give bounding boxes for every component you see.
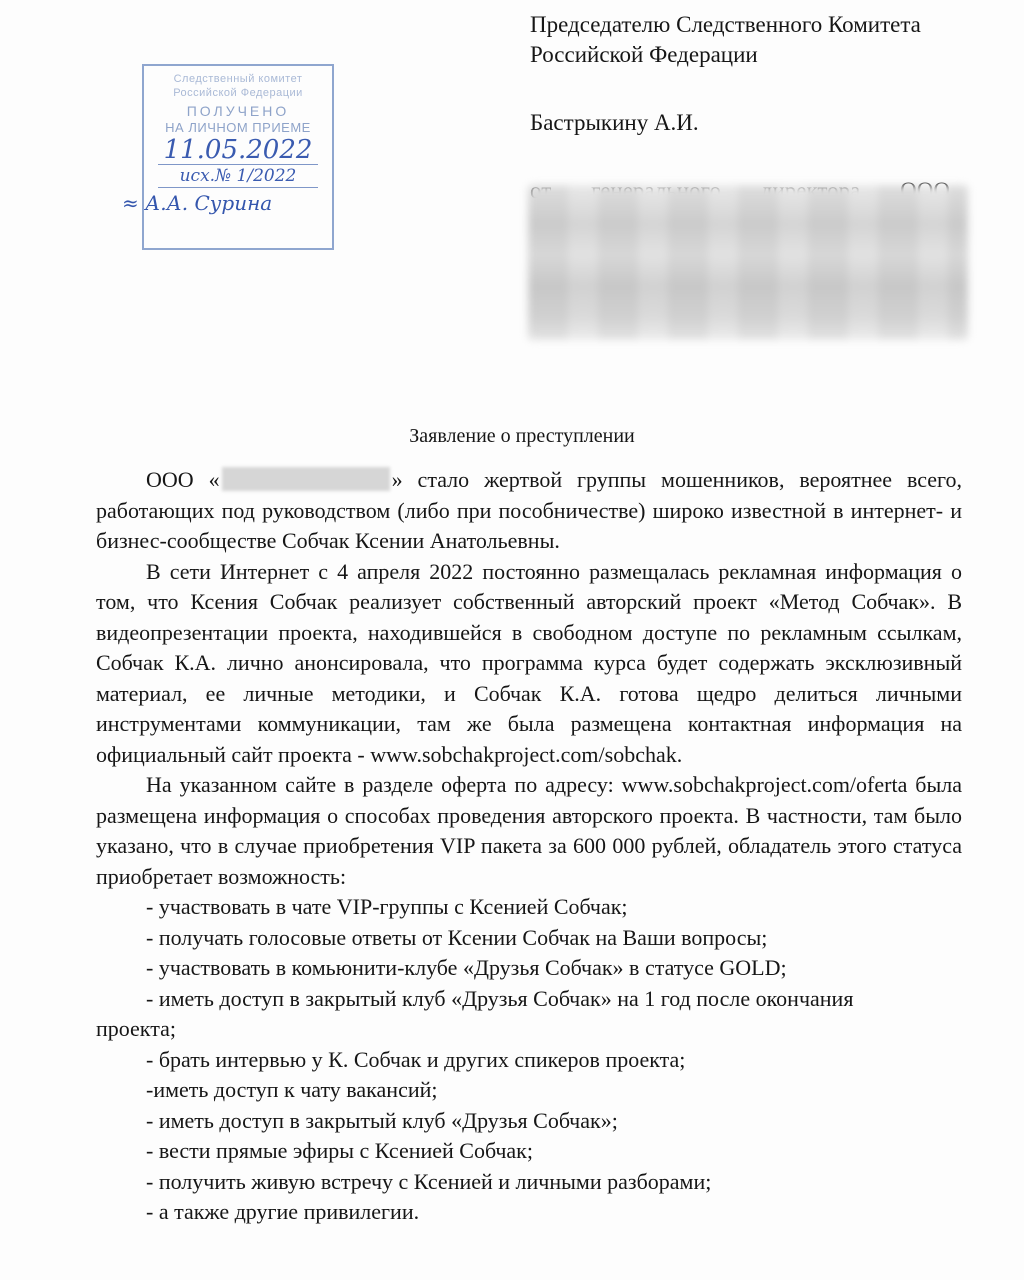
list-item-continuation: проекта; xyxy=(96,1016,176,1041)
p1-start: ООО « xyxy=(146,467,220,492)
addressee-name: Бастрыкину А.И. xyxy=(530,110,699,135)
stamp-org-line-1: Следственный комитет xyxy=(173,73,303,85)
list-item xyxy=(96,984,962,1045)
redacted-company-name xyxy=(222,467,390,491)
list-item: - вести прямые эфиры с Ксенией Собчак; xyxy=(146,1138,533,1163)
addressee-line-2: Российской Федерации xyxy=(530,42,758,67)
list-item: - получить живую встречу с Ксенией и личными разборами; xyxy=(146,1168,712,1194)
paragraph-2: В сети Интернет с 4 апреля 2022 постоянно размещалась рекламная информация о том, что Ксения Собчак реализует собственный авторский проект «Метод Собчак». В видеопрезентации проекта, находившейся в свободном доступе по рекламным ссылкам, Собчак К.А. лично анонсировала, что программа курса будет содержать эксклюзивный материал, ее личные методики, и Собчак К.А. готова щедро делиться личными инструментами коммуникации, там же была размещена контактная информация на официальный сайт проекта - www.sobchakproject.com/sobchak. xyxy=(96,558,962,767)
redacted-sender-details xyxy=(528,185,968,340)
stamp-date: 11.05.2022 xyxy=(158,136,318,165)
list-item: - а также другие привилегии. xyxy=(146,1199,420,1224)
stamp-org-line-2: Российской Федерации xyxy=(173,87,303,99)
stamp-received: ПОЛУЧЕНО xyxy=(186,103,290,119)
list-item: - участвовать в комьюнити-клубе «Друзья Собчак» в статусе GOLD; xyxy=(146,955,787,980)
privileges-list xyxy=(96,892,962,1228)
list-item: - получать голосовые ответы от Ксении Собчак на Ваши вопросы; xyxy=(146,924,768,950)
p1-end: » стало жертвой группы мошенников, вероятнее всего, работающих под руководством (либо при пособничестве) широко известной в интернет- и бизнес-сообществе Собчак Ксении Анатольевны. xyxy=(96,467,962,553)
stamp-handwritten-note: исх.№ 1/2022 xyxy=(158,165,318,188)
list-item: - участвовать в чате VIP-группы с Ксенией Собчак; xyxy=(146,894,628,919)
list-item: - иметь доступ в закрытый клуб «Друзья Собчак»; xyxy=(146,1107,618,1133)
document-body xyxy=(96,465,962,1228)
addressee-block xyxy=(530,10,950,206)
document-title: Заявление о преступлении xyxy=(409,425,635,447)
stamp-received-at: НА ЛИЧНОМ ПРИЕМЕ xyxy=(165,120,311,135)
list-item-text: - иметь доступ в закрытый клуб «Друзья Собчак» на 1 год после окончания xyxy=(146,985,854,1011)
received-stamp xyxy=(122,64,334,250)
paragraph-3: На указанном сайте в разделе оферта по адресу: www.sobchakproject.com/oferta была размещена информация о способах проведения авторского проекта. В частности, там было указано, что в случае приобретения VIP пакета за 600 000 рублей, обладатель этого статуса приобретает возможность: xyxy=(96,772,962,889)
stamp-signature: ≈ А.А. Сурина xyxy=(122,191,273,215)
list-item: -иметь доступ к чату вакансий; xyxy=(146,1077,438,1102)
paragraph-1 xyxy=(96,465,962,557)
addressee-line-1: Председателю Следственного Комитета xyxy=(530,12,921,37)
list-item: - брать интервью у К. Собчак и других спикеров проекта; xyxy=(146,1046,686,1072)
